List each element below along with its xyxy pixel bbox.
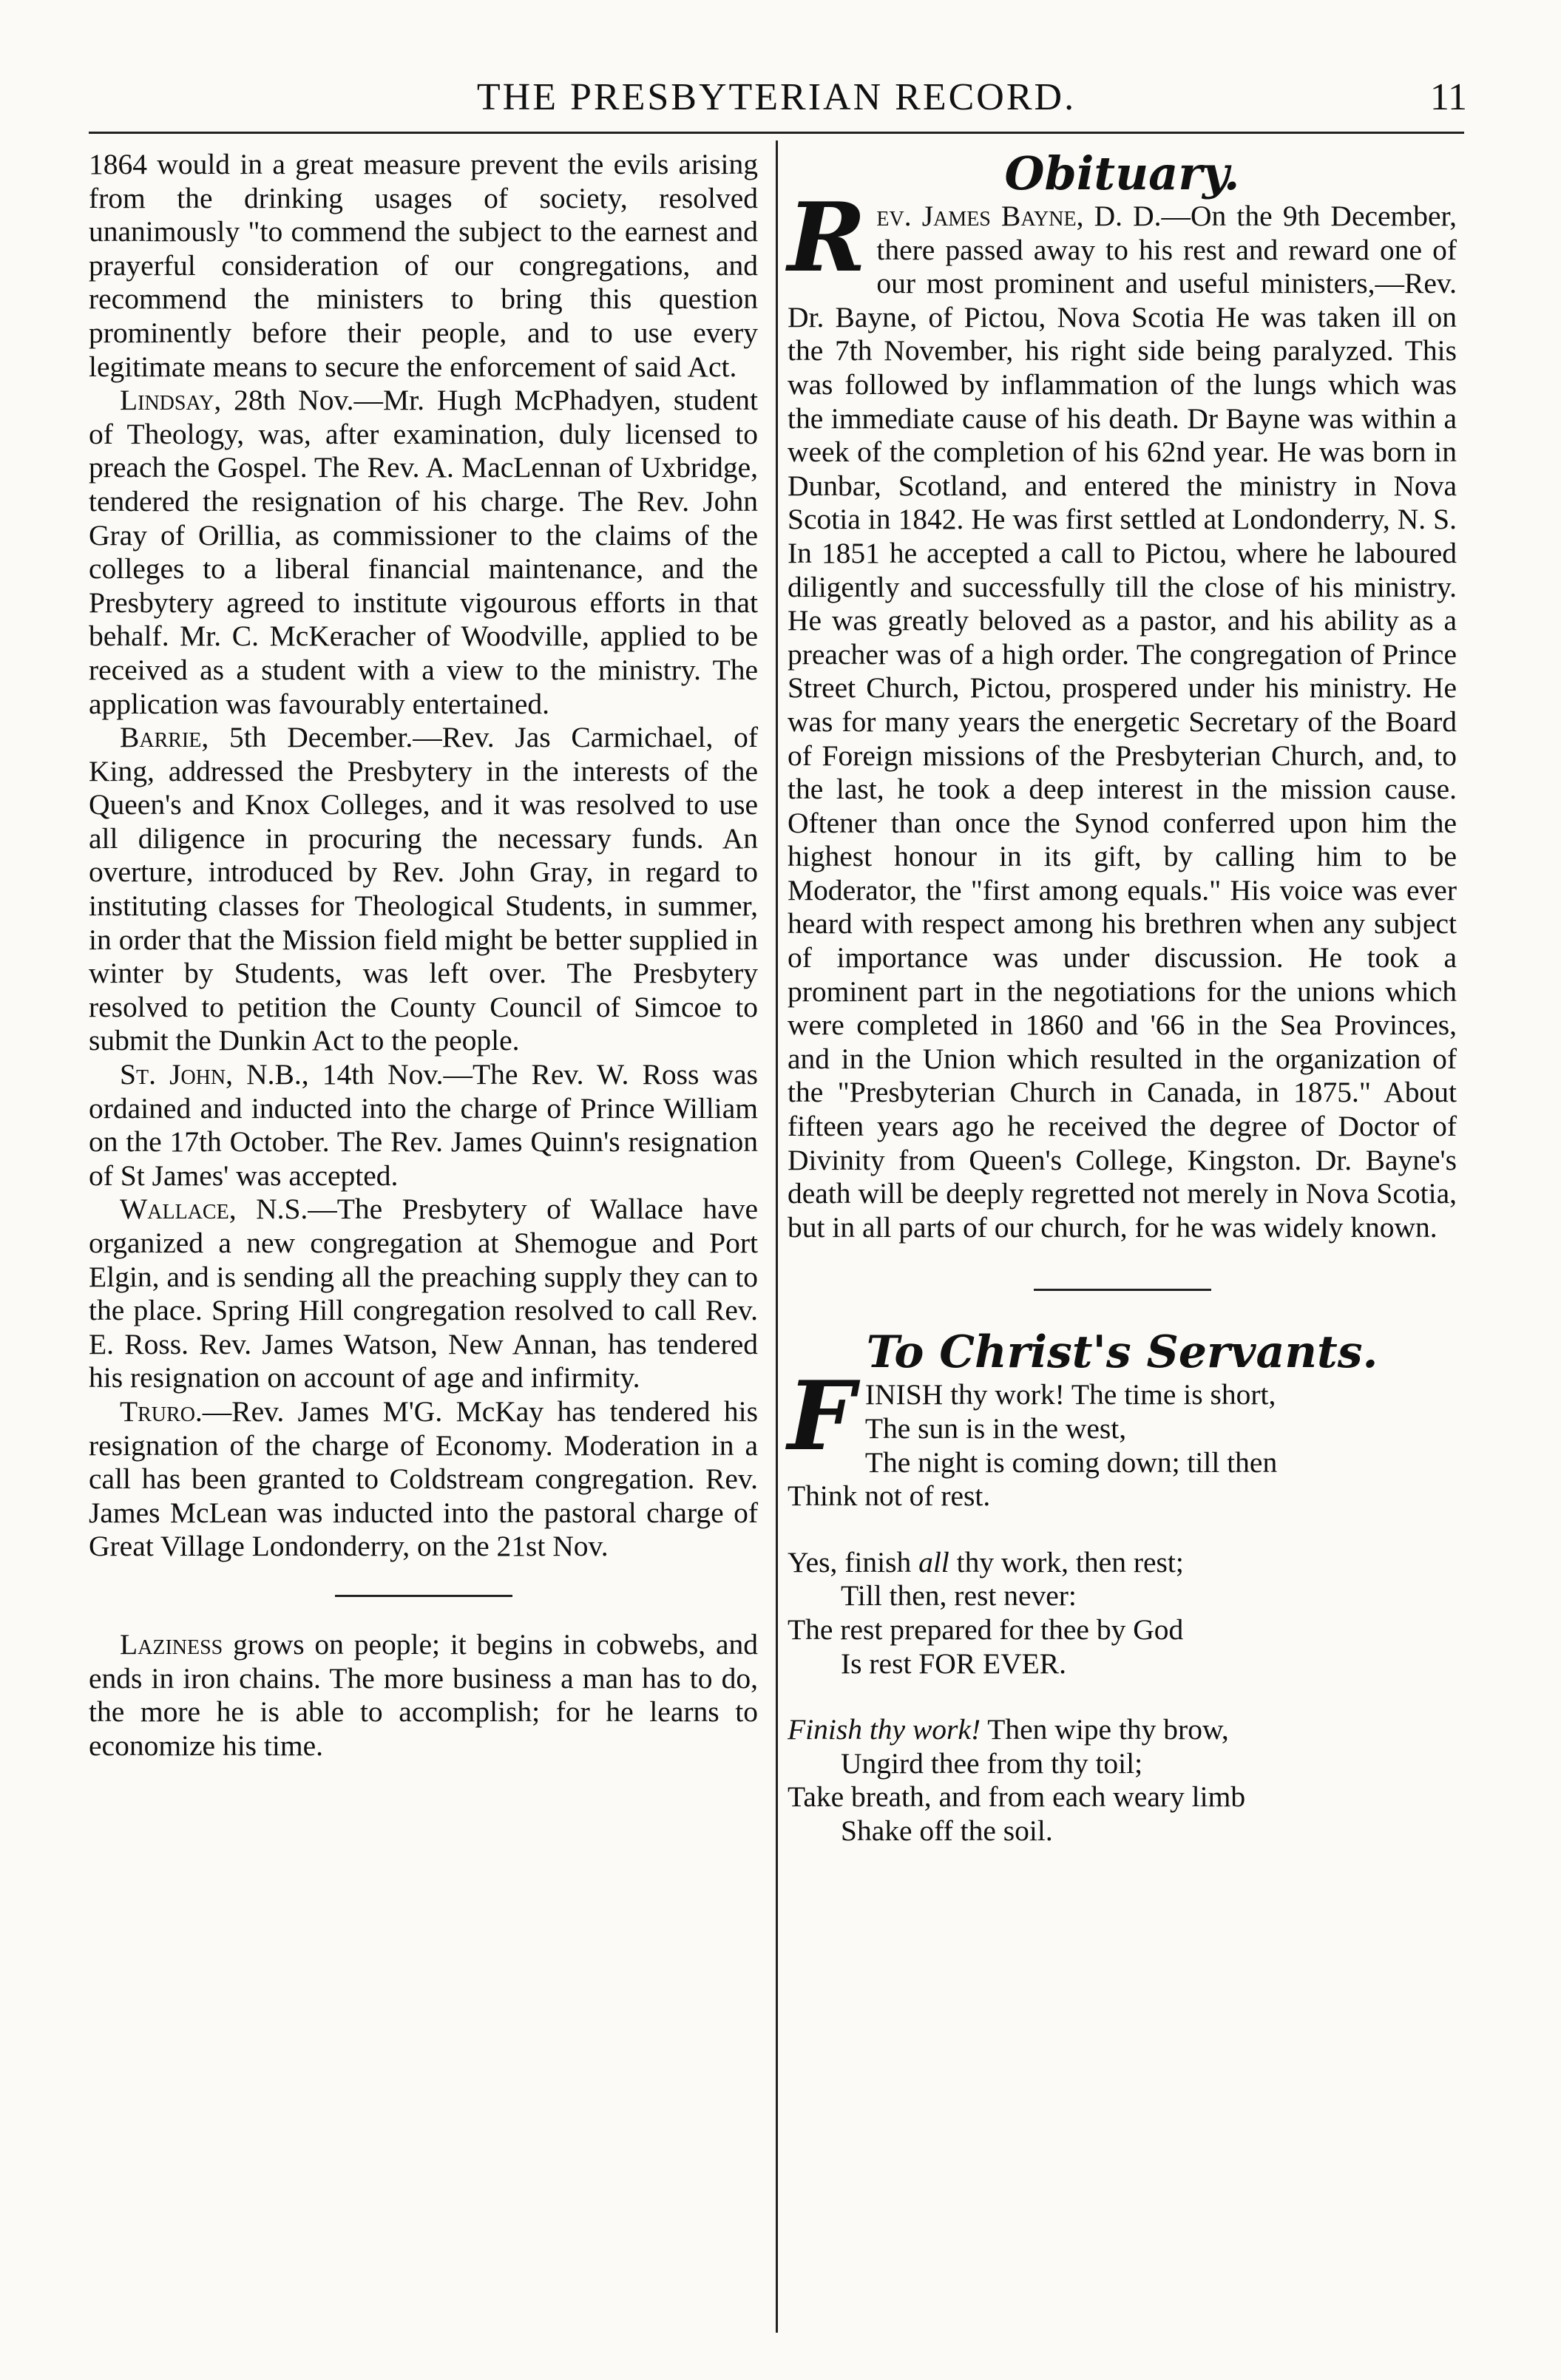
left-column [89, 148, 758, 1763]
truro-text: .—Rev. James M'G. McKay has tendered his resignation of the charge of Economy. Moderation in a call has been granted to Coldstream congregation. Rev. James McLean was inducted into the pastoral charge of Great Village Londonderry, on the 21st Nov. [89, 1394, 758, 1563]
barrie-place: Barrie [120, 721, 202, 754]
header-rule [89, 132, 1464, 134]
poem-line: The night is coming down; till then [864, 1445, 1278, 1479]
lindsay-text: , 28th Nov.—Mr. Hugh McPhadyen, student of Theology, was, after examination, duly licensed to preach the Gospel. The Rev. A. MacLennan of Uxbridge, tendered the resignation of his charge. The Rev. John Gray of Orillia, as commissioner to the claims of the colleges to a liberal financial maintenance, and the Presbytery agreed to institute vigourous efforts in that behalf. Mr. C. McKeracher of Woodville, applied to be received as a student with a view to the ministry. The application was favourably entertained. [89, 384, 758, 720]
st-john-text: , N.B., 14th Nov.—The Rev. W. Ross was ordained and inducted into the charge of Prince William on the 17th October. The Rev. James Quinn's resignation of St James' was accepted. [89, 1058, 758, 1192]
poem-line: INISH thy work! The time is short, [864, 1378, 1276, 1411]
spacer [788, 1291, 1457, 1326]
st-john-place: St. John [120, 1058, 226, 1091]
poem-stanza-2 [788, 1546, 1457, 1681]
right-column [788, 148, 1457, 1881]
wallace-text: , N.S.—The Presbytery of Wallace have organized a new congregation at Shemogue and Port Elgin, and is sending all the preaching supply they can to the place. Spring Hill congregation resolved to call Rev. E. Ross. Rev. James Watson, New Annan, has tendered his resignation on account of age and infirmity. [89, 1193, 758, 1394]
obituary-text: , D. D.—On the 9th December, there passed away to his rest and reward one of our most prominent and useful ministers,—Rev. Dr. Bayne, of Pictou, Nova Scotia He was taken ill on the 7th November, his right side being paralyzed. This was followed by inflammation of the lungs which was the immediate cause of his death. Dr Bayne was within a week of the completion of his 62nd year. He was born in Dunbar, Scotland, and entered the ministry in Nova Scotia in 1842. He was first settled at Londonderry, N. S. In 1851 he accepted a call to Pictou, where he laboured diligently and successfully till the close of his ministry. He was greatly beloved as a pastor, and his ability as a preacher was of a high order. The congregation of Prince Street Church, Pictou, prospered under his ministry. He was for many years the energetic Secretary of the Board of Foreign missions of the Presbyterian Church, and, to the last, he took a deep interest in the mission cause. Oftener than once the Synod conferred upon him the highest honour in its gift, by calling him to be Moderator, the "first among equals." His voice was ever heard with respect among his brethren when any subject of importance was under discussion. He took a prominent part in the negotiations for the unions which were completed in 1860 and '66 in the Sea Provinces, and in the Union which resulted in the organization of the "Presbyterian Church in Canada, in 1875." About fifteen years ago he received the degree of Doctor of Divinity from Queen's College, Kingston. Dr. Bayne's death will be deeply regretted not merely in Nova Scotia, but in all parts of our church, for he was widely known. [788, 200, 1457, 1244]
poem-line [788, 1713, 1457, 1747]
running-title: THE PRESBYTERIAN RECORD. [476, 76, 1077, 118]
st-john-paragraph [89, 1058, 758, 1193]
spacer [788, 1244, 1457, 1289]
poem-emphasis: all [918, 1545, 949, 1579]
poem-stanza-1 [788, 1361, 1457, 1513]
poem-line-part: Yes, finish [788, 1545, 919, 1579]
poem-line-part: thy work, then rest; [949, 1545, 1184, 1579]
spacer [89, 1597, 758, 1628]
poem-line: The sun is in the west, [864, 1412, 1127, 1445]
obituary-heading: Obituary. [1004, 146, 1240, 200]
laziness-lead: Laziness [120, 1627, 223, 1661]
poem-line: Ungird thee from thy toil; [841, 1746, 1143, 1780]
poem-stanza-3 [788, 1713, 1457, 1848]
obituary-paragraph [788, 183, 1457, 1244]
lindsay-paragraph [89, 384, 758, 721]
poem-line: Take breath, and from each weary limb [788, 1780, 1246, 1814]
truro-paragraph [89, 1395, 758, 1564]
spacer [89, 1564, 758, 1595]
obituary-dropcap: R [788, 183, 867, 294]
poem-dropcap: F [788, 1361, 855, 1473]
poem-line: Think not of rest. [788, 1479, 991, 1513]
truro-place: Truro [120, 1394, 195, 1428]
wallace-place: Wallace [120, 1193, 229, 1226]
poem-emphasis: Finish thy work! [788, 1713, 981, 1746]
poem-heading: To Christ's Servants. [866, 1326, 1378, 1379]
poem-line-part: Then wipe thy brow, [981, 1713, 1229, 1746]
obituary-lead: ev. James Bayne [876, 200, 1077, 232]
column-divider [776, 140, 778, 2333]
laziness-text: grows on people; it begins in cobwebs, and ends in iron chains. The more business a man has to do, the more he is able to accomplish; for he learns to economize his time. [89, 1627, 758, 1762]
laziness-paragraph [89, 1628, 758, 1763]
temperance-resolution-paragraph: 1864 would in a great measure prevent the evils arising from the drinking usages of society, resolved unanimously "to commend the subject to the earnest and prayerful consideration of our congregations, and recommend the ministers to bring this question prominently before their people, and to use every legitimate means to secure the enforcement of said Act. [89, 148, 758, 383]
poem-line: Shake off the soil. [841, 1814, 1053, 1847]
lindsay-place: Lindsay [120, 384, 214, 417]
barrie-paragraph [89, 721, 758, 1058]
barrie-text: , 5th December.—Rev. Jas Carmichael, of King, addressed the Presbytery in the interests of the Queen's and Knox Colleges, and it was resolved to use all diligence in procuring the necessary funds. An overture, introduced by Rev. John Gray, in regard to instituting classes for Theological Students, in summer, in order that the Mission field might be better supplied in winter by Students, was left over. The Presbytery resolved to petition the County Council of Simcoe to submit the Dunkin Act to the people. [89, 721, 758, 1057]
page-header [74, 72, 1479, 124]
wallace-paragraph [89, 1193, 758, 1395]
poem-line: The rest prepared for thee by God [788, 1613, 1184, 1646]
poem-line: Till then, rest never: [841, 1579, 1077, 1613]
poem-line [788, 1546, 1457, 1580]
poem-line: Is rest FOR EVER. [841, 1647, 1067, 1680]
page-number: 11 [1429, 76, 1467, 118]
